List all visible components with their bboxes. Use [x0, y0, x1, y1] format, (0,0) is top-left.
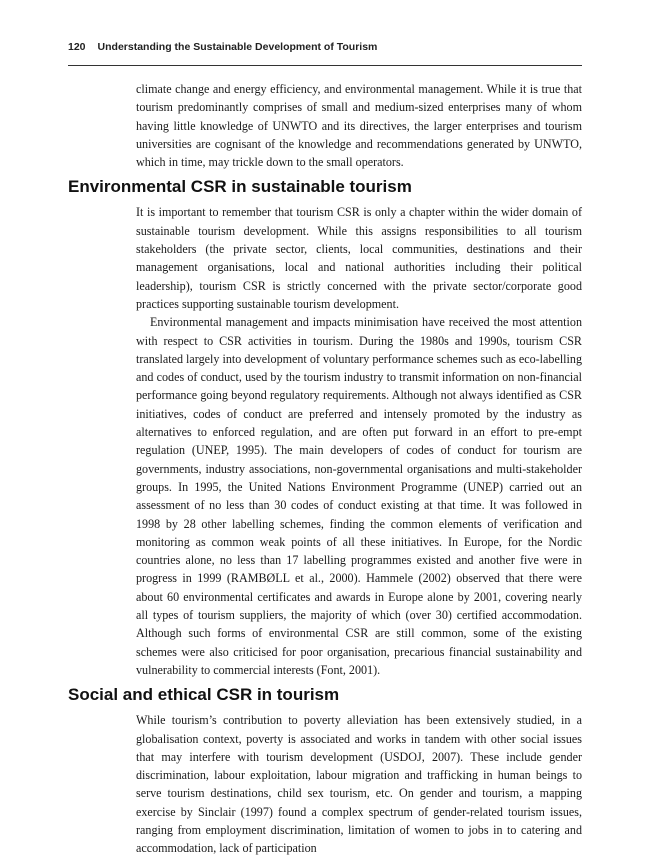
page-body — [68, 80, 582, 858]
page-number: 120 — [68, 41, 86, 53]
header-rule — [68, 65, 582, 66]
section-paragraph: It is important to remember that tourism CSR is only a chapter within the wider domain of sustainable tourism development. While this assigns responsibilities to all tourism stakeholders (the private sector, clients, local communities, destinations and their management organisations, local and national authorities including their political leadership), tourism CSR is strictly concerned with the private sector/corporate good practices supporting sustainable tourism development. — [136, 205, 582, 311]
section-paragraph: While tourism’s contribution to poverty alleviation has been extensively studied, in a globalisation context, poverty is associated and works in tandem with other social issues that may interfere with tourism development (USDOJ, 2007). These include gender discrimination, labour exploitation, labour migration and trafficking in human beings to serve tourism destinations, child sex tourism, etc. On gender and tourism, a mapping exercise by Sinclair (1997) found a complex spectrum of gender-related tourism issues, ranging from employment discrimination, limitation of women to jobs in to catering and accommodation, lack of participation — [136, 713, 582, 856]
running-title: Understanding the Sustainable Development of Tourism — [97, 41, 378, 53]
intro-paragraph: climate change and energy efficiency, and environmental management. While it is true that tourism predominantly comprises of small and medium-sized enterprises many of whom having little knowledge of UNWTO and its directives, the larger enterprises and tourism universities are cognisant of the knowledge and recommendations generated by UNWTO, which in time, may trickle down to the small operators. — [136, 82, 582, 170]
section-heading-social-ethical-csr: Social and ethical CSR in tourism — [68, 685, 340, 705]
section-heading-environmental-csr: Environmental CSR in sustainable tourism — [68, 177, 412, 197]
section-paragraph: Environmental management and impacts minimisation have received the most attention with respect to CSR activities in tourism. During the 1980s and 1990s, tourism CSR translated largely into development of voluntary performance schemes such as eco-labelling and codes of conduct, used by the tourism industry to transmit information on non-financial performance going beyond regulatory requirements. Although not always identified as CSR initiatives, codes of conduct are preferred and intensely promoted by the industry as alternatives to enforced regulation, and are often put forward in an effort to pre-empt regulation (UNEP, 1995). The main developers of codes of conduct for tourism are governments, industry associations, non-governmental organisations and multi-stakeholder groups. In 1995, the United Nations Environment Programme (UNEP) carried out an assessment of no less than 30 codes of conduct existing at that time. It was followed in 1998 by 28 other labelling schemes, finding the common elements of verification and monitoring as common weak points of all these initiatives. In Europe, for the Nordic countries alone, no less than 17 labelling programmes existed and another five were in progress in 1999 (RAMBØLL et al., 2000). Hammele (2002) observed that there were about 60 environmental certificates and awards in Europe alone by 2001, covering nearly all types of tourism suppliers, the majority of which (over 30) certified accommodation. Although such forms of environmental CSR are still common, some of the existing schemes were also criticised for poor organisation, precarious financial sustainability and vulnerability to commercial interests (Font, 2001). — [136, 315, 582, 677]
running-header — [68, 41, 582, 53]
